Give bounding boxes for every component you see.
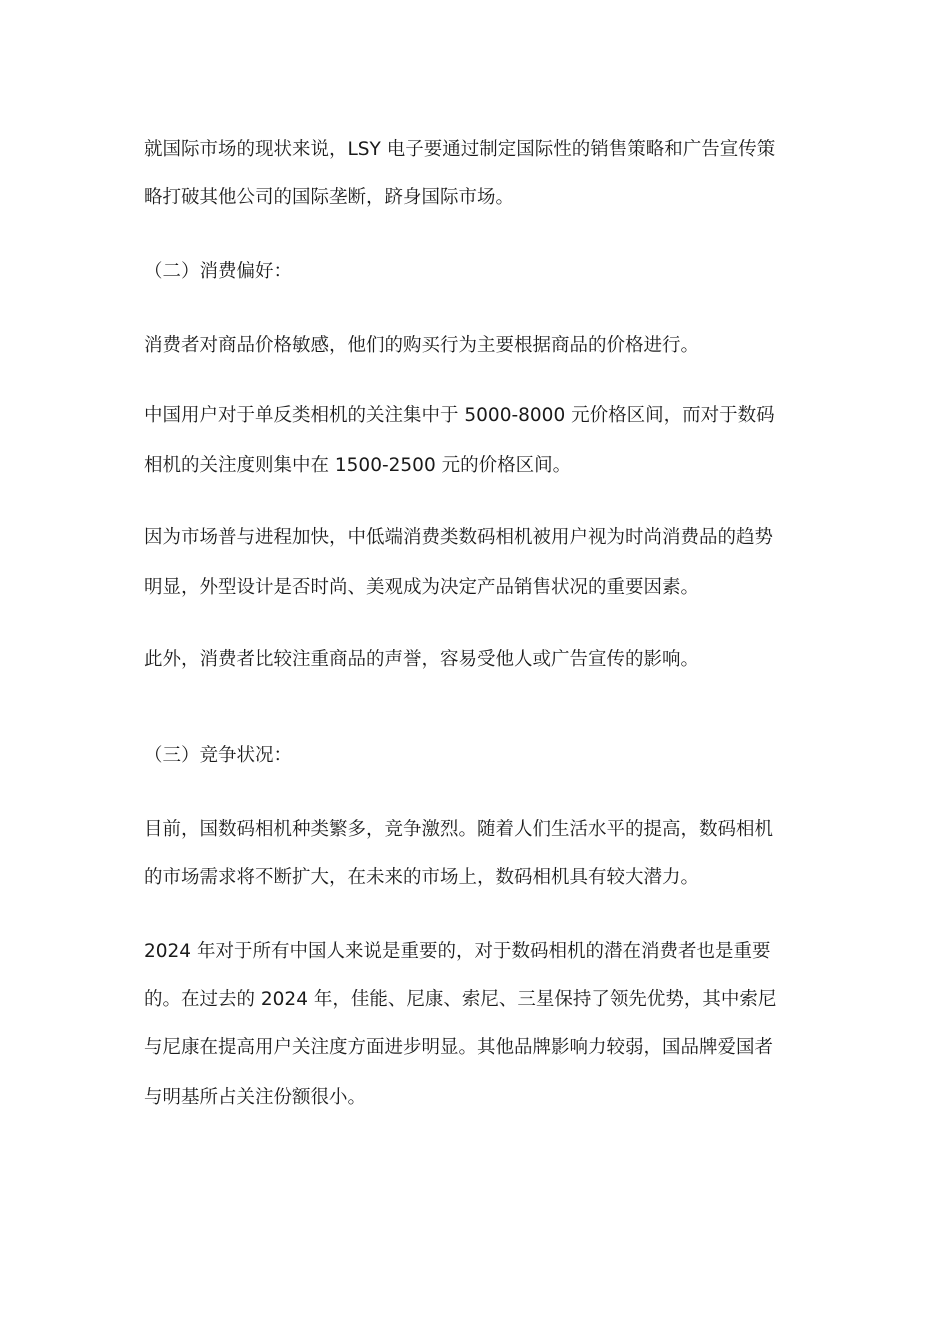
paragraph-line: 与明基所占关注份额很小。 [144, 1087, 367, 1108]
paragraph-line: 目前，国数码相机种类繁多，竞争激烈。随着人们生活水平的提高，数码相机 [144, 819, 774, 840]
section-heading: （二）消费偏好： [144, 261, 293, 282]
paragraph-line: 2024 年对于所有中国人来说是重要的，对于数码相机的潜在消费者也是重要 [144, 941, 771, 962]
paragraph-line: 与尼康在提高用户关注度方面进步明显。其他品牌影响力较弱，国品牌爱国者 [144, 1037, 774, 1058]
paragraph-line: 消费者对商品价格敏感，他们的购买行为主要根据商品的价格进行。 [144, 335, 700, 356]
paragraph-line: 略打破其他公司的国际垄断，跻身国际市场。 [144, 187, 515, 208]
section-heading: （三）竞争状况： [144, 745, 293, 766]
paragraph-line: 相机的关注度则集中在 1500-2500 元的价格区间。 [144, 455, 572, 476]
paragraph-line: 中国用户对于单反类相机的关注集中于 5000-8000 元价格区间，而对于数码 [144, 405, 775, 426]
paragraph-line: 的市场需求将不断扩大，在未来的市场上，数码相机具有较大潜力。 [144, 867, 700, 888]
paragraph-line: 就国际市场的现状来说，LSY 电子要通过制定国际性的销售策略和广告宣传策 [144, 139, 776, 160]
paragraph-line: 明显，外型设计是否时尚、美观成为决定产品销售状况的重要因素。 [144, 577, 700, 598]
paragraph-line: 因为市场普与进程加快，中低端消费类数码相机被用户视为时尚消费品的趋势 [144, 527, 774, 548]
paragraph-line: 此外，消费者比较注重商品的声誉，容易受他人或广告宣传的影响。 [144, 649, 700, 670]
paragraph-line: 的。在过去的 2024 年，佳能、尼康、索尼、三星保持了领先优势，其中索尼 [144, 989, 777, 1010]
